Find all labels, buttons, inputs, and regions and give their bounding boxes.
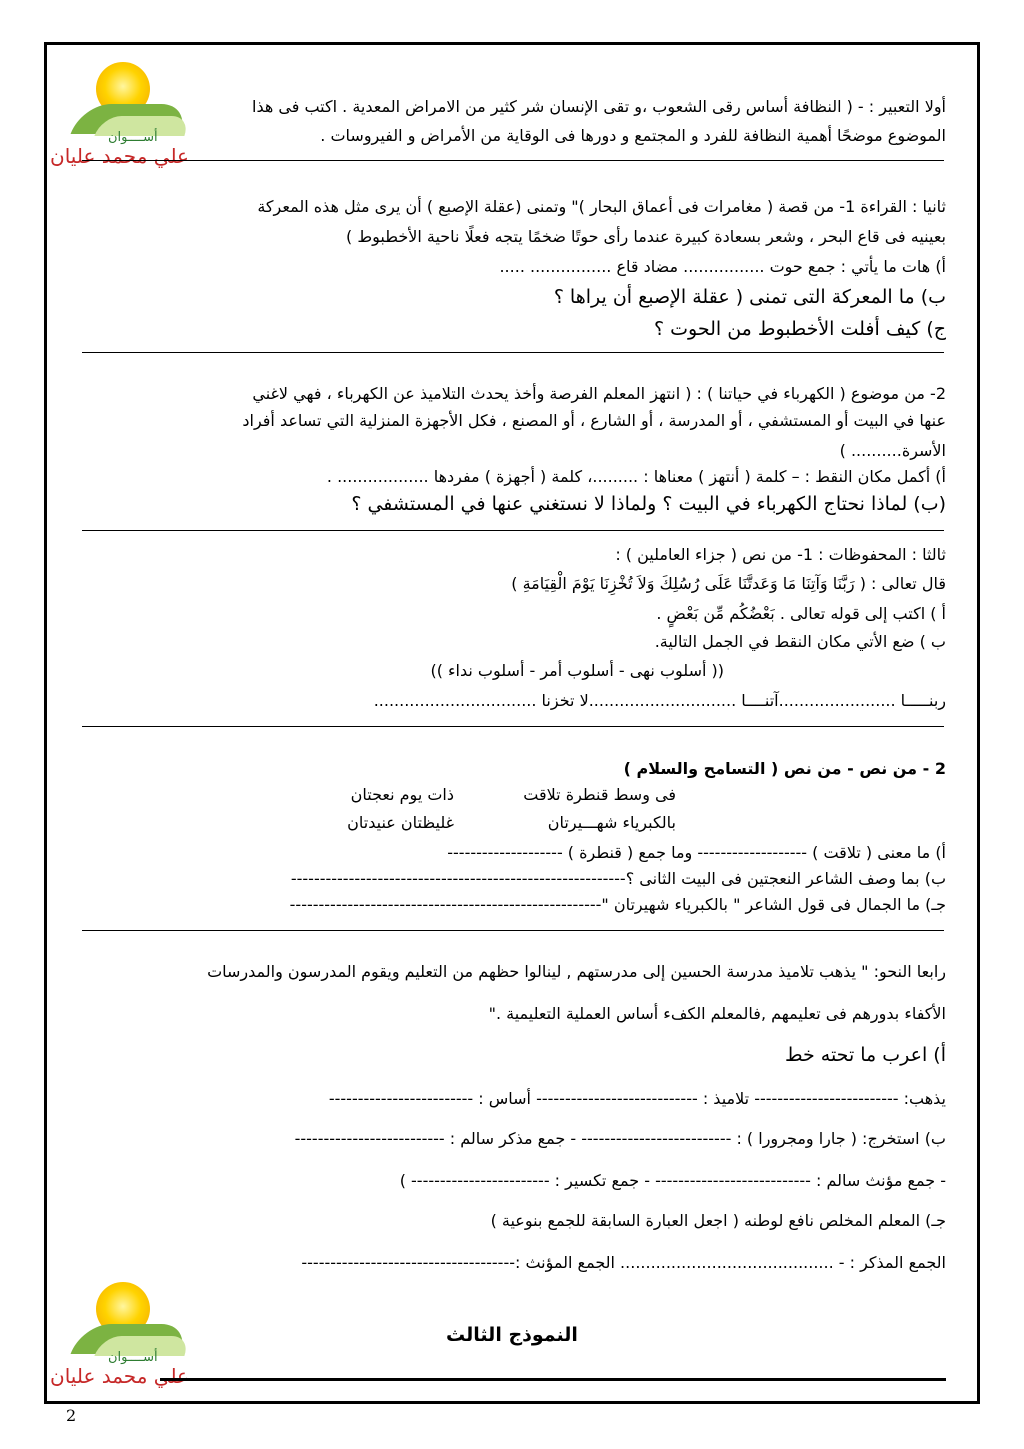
reading-line-2: بعينيه فى قاع البحر ، وشعر بسعادة كبيرة عندما رأى حوتًا ضخمًا يتجه فعلًا ناحية الأخطبوط )	[345, 227, 946, 246]
memorization-question-b: ب ) ضع الأتي مكان النقط في الجمل التالية.	[654, 632, 946, 651]
grammar-question-b: ب) استخرج: ( جارا ومجرورا ) : -------------------------- - جمع مذكر سالم : --------------------------	[294, 1129, 946, 1148]
reading-question-c: ج) كيف أفلت الأخطبوط من الحوت ؟	[654, 318, 946, 340]
grammar-question-c: جـ) المعلم المخلص نافع لوطنه ( اجعل العبارة السابقة للجمع بنوعية )	[490, 1211, 946, 1230]
electricity-question-b: (ب) لماذا نحتاج الكهرباء في البيت ؟ ولماذا لا نستغني عنها في المستشفي ؟	[351, 493, 946, 515]
logo-brand: علي محمد عليان	[50, 144, 189, 168]
poem-heading: 2 - من نص - من نص ( التسامح والسلام )	[623, 759, 946, 778]
grammar-question-b2: - جمع مؤنث سالم : --------------------------- - جمع تكسير : ------------------------ )	[399, 1171, 946, 1190]
poem-question-c: جـ) ما الجمال فى قول الشاعر " بالكبرياء شهيرتان "------------------------------------------------------	[289, 895, 946, 914]
logo-brand: علي محمد عليان	[50, 1364, 189, 1388]
verse-1-right: فى وسط قنطرة تلاقت	[523, 785, 676, 804]
electricity-question-a: أ) أكمل مكان النقط : – كلمة ( أنتهز ) معناها : .........، كلمة ( أجهزة ) مفردها .................. .	[326, 467, 946, 486]
divider	[82, 530, 944, 531]
logo-tagline: أســــوان	[108, 130, 158, 145]
divider	[82, 726, 944, 727]
verse-2-right: بالكبرياء شهـــيرتان	[547, 813, 676, 832]
poem-question-a: أ) ما معنى ( تلاقت ) ------------------- وما جمع ( قنطرة ) --------------------	[447, 843, 946, 862]
memorization-heading: ثالثا : المحفوظات : 1- من نص ( جزاء العاملين ) :	[615, 545, 946, 564]
verse-2-left: غليظتان عنيدتان	[347, 813, 454, 832]
poem-question-b: ب) بما وصف الشاعر النعجتين فى البيت الثانى ؟----------------------------------------------------------	[290, 869, 946, 888]
reading-line-1: ثانيا : القراءة 1- من قصة ( مغامرات فى أعماق البحار )" وتمنى (عقلة الإصبع ) أن يرى مثل هذه المعركة	[257, 197, 946, 216]
grammar-answers-a: يذهب: ------------------------- تلاميذ : ---------------------------- أساس : -------------------------	[328, 1089, 946, 1108]
reading-question-b: ب) ما المعركة التى تمنى ( عقلة الإصبع أن يراها ؟	[553, 286, 946, 308]
grammar-line-1: رابعا النحو: " يذهب تلاميذ مدرسة الحسين إلى مدرستهم , لينالوا حظهم من التعليم ويقوم المدرسون والمدرسات	[207, 962, 946, 981]
divider	[82, 930, 944, 931]
reading-question-a: أ) هات ما يأتي : جمع حوت ................ مضاد قاع ................ .....	[499, 257, 946, 276]
logo-tagline: أســــوان	[108, 1350, 158, 1365]
logo-top	[48, 58, 208, 168]
grammar-answers-c: الجمع المذكر : - .......................................... الجمع المؤنث :-------------------------------------	[301, 1253, 946, 1272]
page-number: 2	[66, 1406, 77, 1425]
model-title: النموذج الثالث	[446, 1324, 578, 1346]
electricity-line-2: عنها في البيت أو المستشفي ، أو المدرسة ، أو الشارع ، أو المصنع ، فكل الأجهزة المنزلية التي تساعد أفراد	[242, 411, 946, 430]
grammar-line-2: الأكفاء بدورهم فى تعليمهم ,فالمعلم الكفء أساس العملية التعليمية ."	[488, 1004, 946, 1023]
memorization-verse: قال تعالى : ( رَبَّنَا وَآتِنَا مَا وَعَدتَّنَا عَلَى رُسُلِكَ وَلاَ تُخْزِنَا يَوْمَ الْقِيَامَةِ )	[511, 574, 946, 593]
fill-in-line: ربنـــــا .......................آتنــــا .............................لا تخزنا ................................	[373, 691, 946, 710]
expression-line-2: الموضوع موضحًا أهمية النظافة للفرد و المجتمع و دورها فى الوقاية من الأمراض و الفيروسات .	[320, 126, 946, 145]
expression-line-1: أولا التعبير : - ( النظافة أساس رقى الشعوب ،و تقى الإنسان شر كثير من الامراض المعدية . اكتب فى هذا	[252, 97, 946, 116]
grammar-question-a: أ) اعرب ما تحته خط	[784, 1044, 946, 1066]
verse-1-left: ذات يوم نعجتان	[350, 785, 454, 804]
electricity-line-1: 2- من موضوع ( الكهرباء في حياتنا ) : ( انتهز المعلم الفرصة وأخذ يحدث التلاميذ عن الكهرباء ، فهي لاغني	[252, 384, 946, 403]
style-options: (( أسلوب نهى - أسلوب أمر - أسلوب نداء ))	[430, 661, 724, 680]
divider	[82, 352, 944, 353]
divider	[82, 160, 944, 161]
electricity-line-3: الأسرة.......... )	[839, 441, 946, 460]
bottom-divider	[160, 1378, 946, 1381]
memorization-question-a: أ ) اكتب إلى قوله تعالى . بَعْضُكُم مِّن بَعْضٍ .	[656, 604, 946, 623]
